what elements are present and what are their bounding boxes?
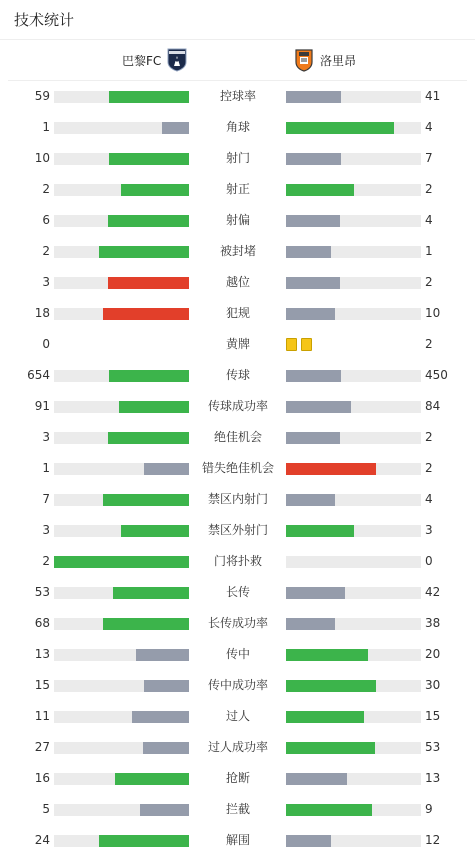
away-yellow-cards	[286, 338, 312, 351]
home-stat-value: 0	[42, 337, 50, 351]
away-team[interactable]	[294, 40, 356, 80]
home-stat-value: 59	[34, 89, 50, 103]
away-bar-track	[286, 494, 421, 506]
home-bar-track	[54, 680, 189, 692]
home-bar-track	[54, 308, 189, 320]
away-stat-value: 12	[425, 833, 441, 847]
home-stat-value: 2	[42, 244, 50, 258]
home-bar-track	[54, 711, 189, 723]
away-stat-value: 3	[425, 523, 433, 537]
stat-row	[0, 236, 475, 267]
stat-row	[0, 112, 475, 143]
away-bar-track	[286, 370, 421, 382]
away-bar-fill	[286, 494, 335, 506]
away-bar-track	[286, 153, 421, 165]
home-bar-track	[54, 463, 189, 475]
home-stat-value: 3	[42, 523, 50, 537]
away-stat-value: 53	[425, 740, 441, 754]
away-stat-value: 0	[425, 554, 433, 568]
away-bar-track	[286, 556, 421, 568]
away-bar-fill	[286, 680, 376, 692]
away-bar-track	[286, 680, 421, 692]
home-team[interactable]	[122, 40, 187, 80]
home-bar-fill	[103, 308, 189, 320]
stat-label: 射正	[225, 182, 250, 196]
home-bar-track	[54, 587, 189, 599]
home-stat-value: 53	[34, 585, 50, 599]
away-bar-fill	[286, 463, 376, 475]
away-bar-fill	[286, 773, 347, 785]
home-bar-fill	[108, 432, 189, 444]
away-bar-track	[286, 91, 421, 103]
stat-row	[0, 701, 475, 732]
home-bar-fill	[132, 711, 189, 723]
stat-row	[0, 143, 475, 174]
away-team-name: 洛里昂	[320, 53, 357, 68]
away-bar-fill	[286, 618, 335, 630]
stat-label: 角球	[225, 120, 250, 134]
home-bar-fill	[54, 556, 189, 568]
stat-row	[0, 267, 475, 298]
away-bar-track	[286, 463, 421, 475]
stat-row	[0, 825, 475, 856]
yellow-card-icon	[286, 338, 297, 351]
stat-label: 禁区外射门	[207, 523, 268, 537]
home-bar-track	[54, 742, 189, 754]
home-bar-fill	[121, 525, 189, 537]
away-bar-track	[286, 649, 421, 661]
away-bar-track	[286, 742, 421, 754]
home-bar-track	[54, 277, 189, 289]
stat-row	[0, 329, 475, 360]
stat-row	[0, 670, 475, 701]
home-bar-fill	[113, 587, 189, 599]
home-bar-fill	[115, 773, 189, 785]
away-stat-value: 4	[425, 213, 433, 227]
home-stat-value: 27	[34, 740, 50, 754]
away-bar-fill	[286, 649, 368, 661]
stat-label: 控球率	[219, 89, 256, 103]
home-stat-value: 68	[34, 616, 50, 630]
stat-label: 传球	[225, 368, 250, 382]
home-stat-value: 7	[42, 492, 50, 506]
away-bar-fill	[286, 432, 340, 444]
stat-row	[0, 608, 475, 639]
away-bar-track	[286, 587, 421, 599]
home-bar-track	[54, 401, 189, 413]
away-team-crest-icon	[294, 48, 314, 72]
home-bar-fill	[144, 463, 189, 475]
home-stat-value: 15	[34, 678, 50, 692]
away-stat-value: 20	[425, 647, 441, 661]
away-bar-track	[286, 711, 421, 723]
stat-label: 被封堵	[219, 244, 256, 258]
away-stat-value: 38	[425, 616, 441, 630]
home-team-crest-icon	[167, 48, 187, 72]
home-bar-track	[54, 215, 189, 227]
away-bar-track	[286, 835, 421, 847]
home-stat-value: 6	[42, 213, 50, 227]
home-bar-fill	[140, 804, 189, 816]
stat-label: 长传	[225, 585, 250, 599]
away-stat-value: 2	[425, 461, 433, 475]
away-stat-value: 2	[425, 182, 433, 196]
home-stat-value: 2	[42, 182, 50, 196]
away-bar-fill	[286, 804, 372, 816]
home-bar-track	[54, 432, 189, 444]
home-bar-track	[54, 525, 189, 537]
away-bar-fill	[286, 184, 354, 196]
stat-label: 过人成功率	[207, 740, 268, 754]
stat-row	[0, 360, 475, 391]
home-bar-fill	[162, 122, 189, 134]
stat-row	[0, 391, 475, 422]
away-bar-fill	[286, 277, 340, 289]
teams-bar	[8, 40, 467, 81]
yellow-card-icon	[301, 338, 312, 351]
away-bar-fill	[286, 308, 335, 320]
stat-label: 抢断	[225, 771, 250, 785]
home-stat-value: 1	[42, 120, 50, 134]
away-stat-value: 42	[425, 585, 441, 599]
stat-label: 越位	[225, 275, 250, 289]
away-stat-value: 9	[425, 802, 433, 816]
away-bar-fill	[286, 587, 345, 599]
home-stat-value: 2	[42, 554, 50, 568]
stat-label: 禁区内射门	[207, 492, 268, 506]
home-bar-track	[54, 494, 189, 506]
home-bar-track	[54, 773, 189, 785]
home-bar-fill	[108, 215, 189, 227]
stat-label: 绝佳机会	[213, 430, 262, 444]
away-stat-value: 41	[425, 89, 441, 103]
stats-header	[0, 0, 475, 40]
away-bar-fill	[286, 835, 331, 847]
home-bar-track	[54, 370, 189, 382]
away-bar-track	[286, 804, 421, 816]
home-bar-fill	[136, 649, 189, 661]
stat-row	[0, 205, 475, 236]
stat-row	[0, 515, 475, 546]
stat-row	[0, 639, 475, 670]
away-bar-track	[286, 525, 421, 537]
home-bar-fill	[103, 494, 189, 506]
home-bar-track	[54, 835, 189, 847]
away-stat-value: 2	[425, 275, 433, 289]
home-bar-track	[54, 618, 189, 630]
home-bar-track	[54, 122, 189, 134]
away-bar-fill	[286, 153, 341, 165]
home-bar-fill	[109, 91, 189, 103]
home-bar-fill	[109, 153, 189, 165]
stat-row	[0, 732, 475, 763]
away-bar-fill	[286, 401, 351, 413]
home-bar-fill	[119, 401, 189, 413]
stat-row	[0, 546, 475, 577]
away-stat-value: 4	[425, 492, 433, 506]
home-bar-track	[54, 91, 189, 103]
away-bar-track	[286, 246, 421, 258]
home-bar-track	[54, 804, 189, 816]
away-bar-fill	[286, 370, 341, 382]
home-bar-fill	[103, 618, 189, 630]
stat-row	[0, 484, 475, 515]
home-bar-fill	[108, 277, 189, 289]
stat-label: 射门	[225, 151, 250, 165]
stat-row	[0, 81, 475, 112]
stat-row	[0, 174, 475, 205]
away-bar-track	[286, 122, 421, 134]
home-bar-track	[54, 184, 189, 196]
away-bar-fill	[286, 742, 375, 754]
away-bar-fill	[286, 122, 394, 134]
home-stat-value: 13	[34, 647, 50, 661]
home-bar-fill	[144, 680, 189, 692]
stat-label: 犯规	[225, 306, 250, 320]
home-stat-value: 5	[42, 802, 50, 816]
stat-label: 门将扑救	[213, 554, 262, 568]
home-stat-value: 16	[34, 771, 50, 785]
home-team-name: 巴黎FC	[122, 53, 162, 68]
away-stat-value: 2	[425, 337, 433, 351]
away-bar-track	[286, 215, 421, 227]
home-stat-value: 3	[42, 430, 50, 444]
stat-row	[0, 794, 475, 825]
stat-row	[0, 763, 475, 794]
stat-label: 传中	[225, 647, 250, 661]
away-bar-track	[286, 618, 421, 630]
page-title: 技术统计	[14, 11, 75, 29]
away-stat-value: 450	[425, 368, 448, 382]
away-stat-value: 7	[425, 151, 433, 165]
away-bar-track	[286, 773, 421, 785]
stat-label: 传中成功率	[207, 678, 268, 692]
home-bar-track	[54, 556, 189, 568]
away-bar-fill	[286, 525, 354, 537]
home-stat-value: 3	[42, 275, 50, 289]
home-stat-value: 1	[42, 461, 50, 475]
home-bar-track	[54, 153, 189, 165]
away-bar-fill	[286, 246, 331, 258]
home-bar-fill	[143, 742, 189, 754]
stat-label: 射偏	[225, 213, 250, 227]
away-bar-track	[286, 308, 421, 320]
home-stat-value: 10	[34, 151, 50, 165]
home-stat-value: 24	[34, 833, 50, 847]
home-bar-fill	[109, 370, 189, 382]
home-stat-value: 91	[34, 399, 50, 413]
stat-row	[0, 298, 475, 329]
away-stat-value: 15	[425, 709, 441, 723]
away-bar-fill	[286, 711, 364, 723]
away-stat-value: 4	[425, 120, 433, 134]
home-bar-fill	[99, 835, 189, 847]
away-stat-value: 2	[425, 430, 433, 444]
stat-label: 过人	[225, 709, 250, 723]
stat-row	[0, 577, 475, 608]
home-bar-track	[54, 649, 189, 661]
stat-label: 解围	[225, 833, 250, 847]
away-bar-track	[286, 401, 421, 413]
stat-label: 拦截	[225, 802, 250, 816]
away-stat-value: 10	[425, 306, 441, 320]
stat-label: 错失绝佳机会	[201, 461, 274, 475]
away-stat-value: 13	[425, 771, 441, 785]
home-bar-track	[54, 246, 189, 258]
away-bar-fill	[286, 215, 340, 227]
stat-label: 黄牌	[225, 337, 250, 351]
home-bar-fill	[121, 184, 189, 196]
stats-list	[0, 81, 475, 856]
home-stat-value: 654	[27, 368, 50, 382]
home-stat-value: 11	[34, 709, 50, 723]
stat-label: 长传成功率	[207, 616, 268, 630]
stat-row	[0, 453, 475, 484]
stat-label: 传球成功率	[207, 399, 268, 413]
stat-row	[0, 422, 475, 453]
away-bar-track	[286, 184, 421, 196]
home-bar-fill	[99, 246, 189, 258]
away-bar-track	[286, 277, 421, 289]
away-stat-value: 84	[425, 399, 441, 413]
away-stat-value: 1	[425, 244, 433, 258]
away-stat-value: 30	[425, 678, 441, 692]
away-bar-fill	[286, 91, 341, 103]
away-bar-track	[286, 432, 421, 444]
home-stat-value: 18	[34, 306, 50, 320]
